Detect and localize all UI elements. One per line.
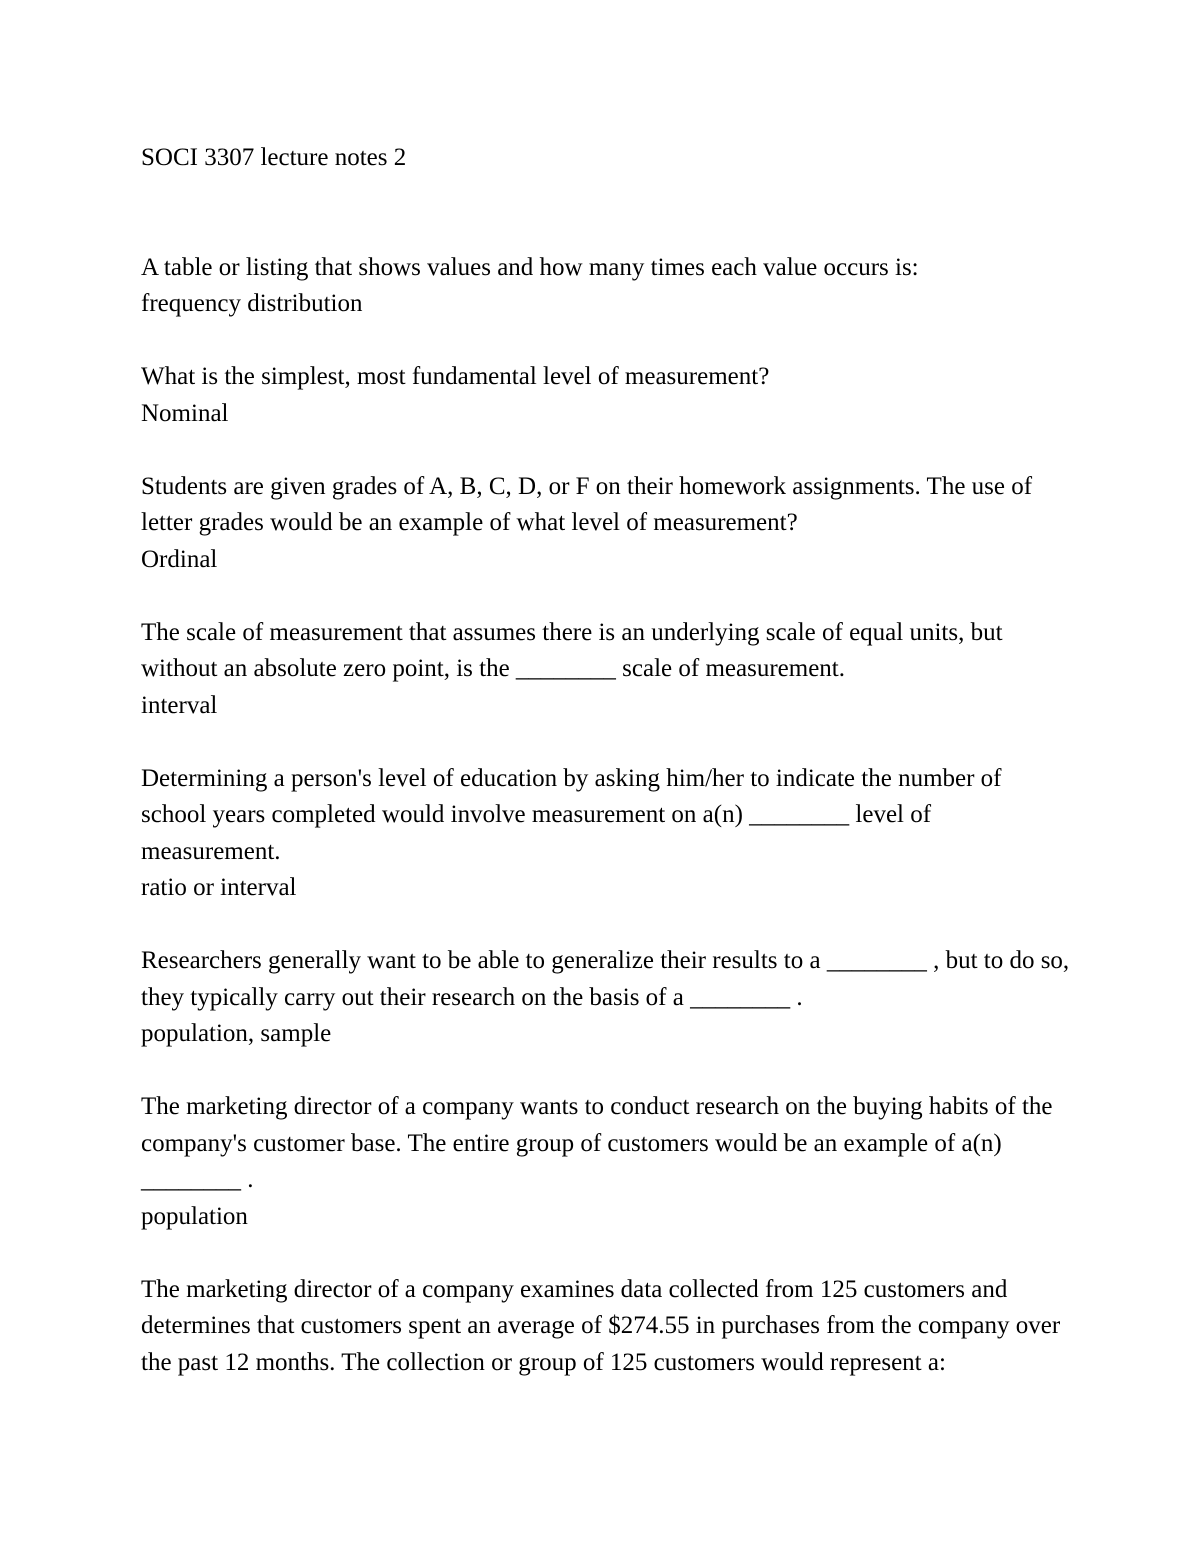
question-text: A table or listing that shows values and how many times each value occurs is:: [141, 253, 919, 281]
question-text: The scale of measurement that assumes there is an underlying scale of equal units, but without an absolute zero point, is the ________ scale of measurement.: [141, 618, 1003, 682]
qa-item-2: [141, 359, 1071, 432]
qa-item-8: [141, 1272, 1071, 1382]
answer-text: ratio or interval: [141, 874, 297, 901]
qa-item-3: [141, 469, 1071, 579]
qa-item-1: [141, 250, 1071, 323]
answer-text: frequency distribution: [141, 290, 363, 317]
question-text: Students are given grades of A, B, C, D, or F on their homework assignments. The use of letter grades would be an example of what level of measurement?: [141, 472, 1033, 536]
question-text: The marketing director of a company examines data collected from 125 customers and determines that customers spent an average of $274.55 in purchases from the company over the past 12 months. The collection or group of 125 customers would represent a:: [141, 1275, 1061, 1376]
answer-text: population, sample: [141, 1020, 332, 1047]
document-body: [141, 140, 1071, 1418]
answer-text: interval: [141, 691, 218, 719]
question-text: The marketing director of a company wants to conduct research on the buying habits of the company's customer base. The entire group of customers would be an example of a(n) ________ .: [141, 1093, 1053, 1193]
answer-text: population: [141, 1202, 248, 1230]
qa-item-4: [141, 615, 1071, 725]
question-text: What is the simplest, most fundamental level of measurement?: [141, 363, 770, 390]
answer-text: Nominal: [141, 399, 229, 427]
question-text: Researchers generally want to be able to generalize their results to a ________ , but to do so, they typically carry out their research on the basis of a ________ .: [141, 947, 1070, 1011]
question-text: Determining a person's level of education by asking him/her to indicate the number of school years completed would involve measurement on a(n) ________ level of measurement.: [141, 764, 1002, 865]
qa-item-6: [141, 943, 1071, 1053]
qa-item-7: [141, 1089, 1071, 1235]
qa-item-5: [141, 761, 1071, 907]
answer-text: Ordinal: [141, 545, 218, 573]
document-title: SOCI 3307 lecture notes 2: [141, 144, 407, 171]
